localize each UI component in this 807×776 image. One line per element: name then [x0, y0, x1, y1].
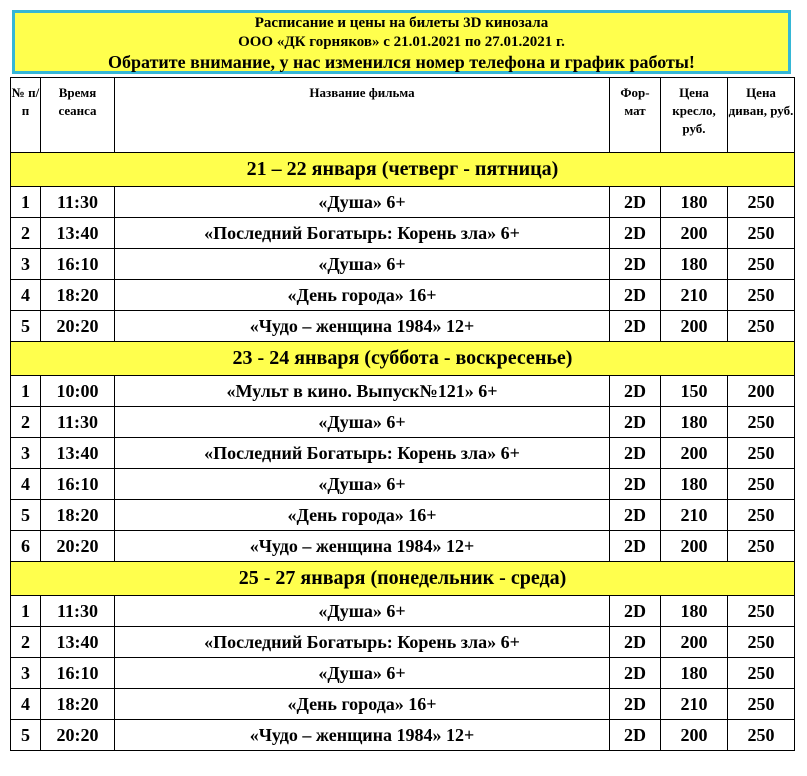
session-time: 18:20	[41, 500, 115, 531]
column-header-price-sofa: Цена диван, руб.	[728, 78, 795, 153]
film-title: «Последний Богатырь: Корень зла» 6+	[115, 438, 610, 469]
table-row	[11, 720, 795, 751]
price-chair: 210	[661, 280, 728, 311]
session-time: 11:30	[41, 187, 115, 218]
session-time: 11:30	[41, 407, 115, 438]
price-chair: 180	[661, 407, 728, 438]
film-title: «Душа» 6+	[115, 658, 610, 689]
column-header-time: Время сеанса	[41, 78, 115, 153]
film-format: 2D	[610, 720, 661, 751]
table-row	[11, 187, 795, 218]
price-chair: 200	[661, 531, 728, 562]
row-number: 4	[11, 689, 41, 720]
date-section-row	[11, 562, 795, 596]
table-header-row	[11, 78, 795, 153]
film-title: «Чудо – женщина 1984» 12+	[115, 720, 610, 751]
date-section-row	[11, 153, 795, 187]
row-number: 4	[11, 280, 41, 311]
header-title: Расписание и цены на билеты 3D кинозала	[254, 15, 549, 31]
film-format: 2D	[610, 469, 661, 500]
film-title: «Чудо – женщина 1984» 12+	[115, 311, 610, 342]
table-row	[11, 627, 795, 658]
session-time: 20:20	[41, 311, 115, 342]
film-format: 2D	[610, 627, 661, 658]
price-sofa: 250	[728, 658, 795, 689]
film-title: «Душа» 6+	[115, 249, 610, 280]
table-row	[11, 407, 795, 438]
price-chair: 150	[661, 376, 728, 407]
film-title: «Душа» 6+	[115, 596, 610, 627]
film-format: 2D	[610, 500, 661, 531]
film-format: 2D	[610, 218, 661, 249]
column-header-title: Название фильма	[115, 78, 610, 153]
row-number: 2	[11, 218, 41, 249]
price-chair: 180	[661, 187, 728, 218]
film-title: «День города» 16+	[115, 500, 610, 531]
price-chair: 200	[661, 720, 728, 751]
price-sofa: 250	[728, 249, 795, 280]
date-section-title: 21 – 22 января (четверг - пятница)	[11, 153, 795, 187]
row-number: 4	[11, 469, 41, 500]
price-chair: 180	[661, 469, 728, 500]
film-title: «Мульт в кино. Выпуск№121» 6+	[115, 376, 610, 407]
table-row	[11, 689, 795, 720]
session-time: 16:10	[41, 658, 115, 689]
price-sofa: 200	[728, 376, 795, 407]
price-sofa: 250	[728, 689, 795, 720]
film-format: 2D	[610, 438, 661, 469]
film-format: 2D	[610, 658, 661, 689]
table-row	[11, 376, 795, 407]
price-sofa: 250	[728, 720, 795, 751]
price-chair: 200	[661, 218, 728, 249]
date-section-title: 23 - 24 января (суббота - воскресенье)	[11, 342, 795, 376]
film-title: «Душа» 6+	[115, 407, 610, 438]
session-time: 10:00	[41, 376, 115, 407]
column-header-num: № п/п	[11, 78, 41, 153]
price-chair: 210	[661, 689, 728, 720]
header-subtitle: ООО «ДК горняков» с 21.01.2021 по 27.01.2021 г.	[238, 34, 565, 50]
column-header-format: Фор- мат	[610, 78, 661, 153]
table-row	[11, 280, 795, 311]
table-row	[11, 596, 795, 627]
film-format: 2D	[610, 376, 661, 407]
film-format: 2D	[610, 311, 661, 342]
film-format: 2D	[610, 249, 661, 280]
session-time: 13:40	[41, 218, 115, 249]
price-chair: 210	[661, 500, 728, 531]
table-row	[11, 438, 795, 469]
header-notice: Обратите внимание, у нас изменился номер телефона и график работы!	[108, 52, 695, 72]
film-format: 2D	[610, 689, 661, 720]
row-number: 6	[11, 531, 41, 562]
price-sofa: 250	[728, 531, 795, 562]
price-chair: 200	[661, 438, 728, 469]
session-time: 20:20	[41, 720, 115, 751]
price-sofa: 250	[728, 469, 795, 500]
row-number: 1	[11, 187, 41, 218]
row-number: 3	[11, 658, 41, 689]
session-time: 13:40	[41, 438, 115, 469]
row-number: 5	[11, 311, 41, 342]
session-time: 16:10	[41, 249, 115, 280]
price-chair: 180	[661, 596, 728, 627]
table-row	[11, 500, 795, 531]
session-time: 13:40	[41, 627, 115, 658]
price-chair: 180	[661, 249, 728, 280]
table-row	[11, 218, 795, 249]
session-time: 18:20	[41, 689, 115, 720]
film-title: «День города» 16+	[115, 689, 610, 720]
film-format: 2D	[610, 280, 661, 311]
price-sofa: 250	[728, 438, 795, 469]
header-banner	[12, 10, 791, 74]
price-sofa: 250	[728, 187, 795, 218]
row-number: 3	[11, 438, 41, 469]
session-time: 16:10	[41, 469, 115, 500]
price-sofa: 250	[728, 596, 795, 627]
price-sofa: 250	[728, 500, 795, 531]
film-title: «Последний Богатырь: Корень зла» 6+	[115, 218, 610, 249]
film-format: 2D	[610, 187, 661, 218]
price-sofa: 250	[728, 311, 795, 342]
film-format: 2D	[610, 407, 661, 438]
price-chair: 200	[661, 311, 728, 342]
table-row	[11, 658, 795, 689]
price-sofa: 250	[728, 407, 795, 438]
table-row	[11, 469, 795, 500]
film-title: «Душа» 6+	[115, 187, 610, 218]
row-number: 5	[11, 500, 41, 531]
price-chair: 200	[661, 627, 728, 658]
column-header-price-chair: Цена кресло, руб.	[661, 78, 728, 153]
film-title: «Чудо – женщина 1984» 12+	[115, 531, 610, 562]
film-title: «День города» 16+	[115, 280, 610, 311]
film-title: «Душа» 6+	[115, 469, 610, 500]
table-row	[11, 249, 795, 280]
table-row	[11, 311, 795, 342]
row-number: 5	[11, 720, 41, 751]
film-format: 2D	[610, 596, 661, 627]
schedule-table	[10, 77, 795, 751]
row-number: 2	[11, 627, 41, 658]
row-number: 1	[11, 376, 41, 407]
date-section-title: 25 - 27 января (понедельник - среда)	[11, 562, 795, 596]
date-section-row	[11, 342, 795, 376]
row-number: 3	[11, 249, 41, 280]
film-title: «Последний Богатырь: Корень зла» 6+	[115, 627, 610, 658]
row-number: 1	[11, 596, 41, 627]
session-time: 20:20	[41, 531, 115, 562]
price-sofa: 250	[728, 280, 795, 311]
table-row	[11, 531, 795, 562]
row-number: 2	[11, 407, 41, 438]
session-time: 11:30	[41, 596, 115, 627]
price-chair: 180	[661, 658, 728, 689]
price-sofa: 250	[728, 218, 795, 249]
session-time: 18:20	[41, 280, 115, 311]
film-format: 2D	[610, 531, 661, 562]
price-sofa: 250	[728, 627, 795, 658]
